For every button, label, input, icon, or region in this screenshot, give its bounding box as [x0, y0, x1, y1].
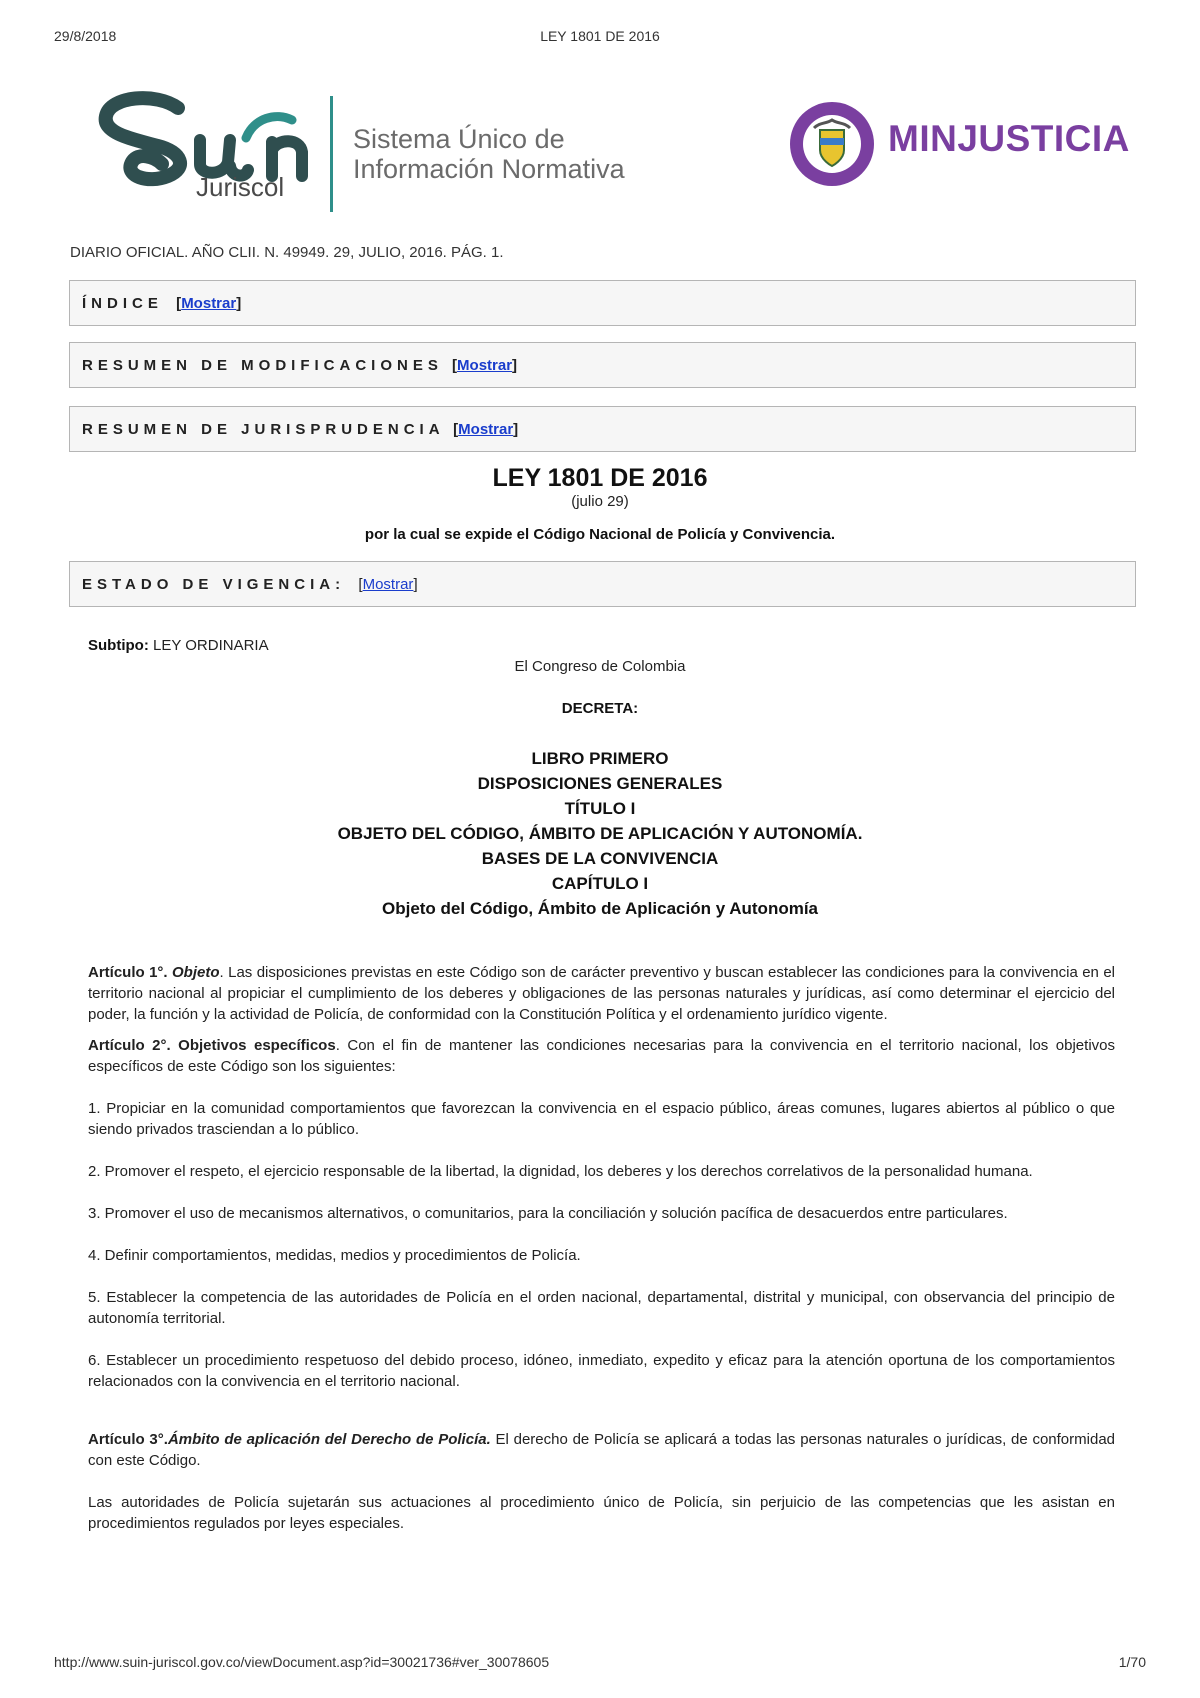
suin-wordmark: Juriscol	[196, 172, 285, 202]
heading-objeto: OBJETO DEL CÓDIGO, ÁMBITO DE APLICACIÓN Y AUTONOMÍA.	[337, 824, 863, 843]
law-description: por la cual se expide el Código Nacional de Policía y Convivencia.	[364, 526, 836, 543]
section-modificaciones-label: RESUMEN DE MODIFICACIONES	[82, 357, 443, 374]
print-url: http://www.suin-juriscol.gov.co/viewDocument.asp?id=30021736#ver_30078605	[54, 1654, 550, 1670]
article-3-title: Ámbito de aplicación del Derecho de Policía.	[167, 1431, 491, 1448]
document-body	[88, 962, 1115, 1534]
article-3-text: El derecho de Policía se aplicará a todas las personas naturales o jurídicas, de conformidad con este Código.	[88, 1431, 1115, 1469]
congreso: El Congreso de Colombia	[514, 658, 686, 675]
section-vigencia: ESTADO DE VIGENCIA: [Mostrar]	[69, 561, 1136, 607]
print-footer	[54, 1654, 1146, 1674]
print-title: LEY 1801 DE 2016	[540, 28, 660, 44]
law-date: (julio 29)	[571, 493, 629, 510]
print-date: 29/8/2018	[54, 28, 117, 44]
section-jurisprudencia-label: RESUMEN DE JURISPRUDENCIA	[82, 421, 444, 438]
decreta: DECRETA:	[561, 700, 639, 717]
article-2-label: Artículo 2°. Objetivos específicos	[88, 1037, 336, 1054]
law-title: LEY 1801 DE 2016	[492, 464, 708, 492]
jurisprudencia-mostrar-link[interactable]: Mostrar	[458, 421, 514, 438]
section-indice-label: ÍNDICE	[82, 295, 163, 312]
print-header	[54, 28, 1146, 48]
heading-capitulo: CAPÍTULO I	[551, 874, 649, 893]
section-vigencia-label: ESTADO DE VIGENCIA:	[82, 576, 346, 593]
heading-titulo: TÍTULO I	[564, 799, 636, 818]
heading-disposiciones: DISPOSICIONES GENERALES	[477, 774, 723, 793]
article-2-item: 3. Promover el uso de mecanismos alternativos, o comunitarios, para la conciliación y solución pacífica de desacuerdos entre particulares.	[88, 1205, 1008, 1222]
subtipo	[88, 637, 269, 654]
subtipo-value: LEY ORDINARIA	[153, 637, 269, 654]
heading-capitulo-title: Objeto del Código, Ámbito de Aplicación y Autonomía	[381, 899, 819, 918]
suin-title-line1: Sistema Único de	[353, 124, 565, 154]
article-2-item: 5. Establecer la competencia de las autoridades de Policía en el orden nacional, departamental, distrital y municipal, con observancia del principio de autonomía territorial.	[88, 1289, 1115, 1327]
article-2-item: 2. Promover el respeto, el ejercicio responsable de la libertad, la dignidad, los deberes y los derechos correlativos de la personalidad humana.	[88, 1163, 1033, 1180]
article-2-item: 6. Establecer un procedimiento respetuoso del debido proceso, idóneo, inmediato, expedito y eficaz para la atención oportuna de los comportamientos relacionados con la convivencia en el territorio nacional.	[88, 1352, 1115, 1390]
indice-mostrar-link[interactable]: Mostrar	[181, 295, 237, 312]
heading-block	[0, 746, 1200, 921]
article-2-item: 1. Propiciar en la comunidad comportamientos que favorezcan la convivencia en el espacio público, áreas comunes, lugares abiertos al público o que siendo privados trasciendan a lo público.	[88, 1100, 1115, 1138]
article-3-label: Artículo 3°.	[88, 1431, 168, 1448]
article-1	[88, 962, 1115, 1025]
print-page-number: 1/70	[1118, 1654, 1146, 1670]
subtipo-label: Subtipo:	[88, 637, 149, 654]
article-2-item: 4. Definir comportamientos, medidas, medios y procedimientos de Policía.	[88, 1247, 581, 1264]
suin-title-line2: Información Normativa	[353, 154, 625, 184]
vigencia-mostrar-link[interactable]: Mostrar	[362, 576, 414, 593]
article-3	[88, 1429, 1115, 1471]
article-3-paragraph: Las autoridades de Policía sujetarán sus actuaciones al procedimiento único de Policía, sin perjuicio de las competencias que les asistan en procedimientos regulados por leyes especiales.	[88, 1494, 1115, 1532]
heading-bases: BASES DE LA CONVIVENCIA	[481, 849, 719, 868]
section-jurisprudencia: RESUMEN DE JURISPRUDENCIA [Mostrar]	[69, 406, 1136, 452]
colombia-seal-icon	[788, 100, 876, 188]
article-1-title: Objeto	[172, 964, 220, 981]
heading-libro: LIBRO PRIMERO	[531, 749, 669, 768]
minjusticia-wordmark: MINJUSTICIA	[888, 118, 1130, 159]
article-2	[88, 1035, 1115, 1077]
diario-oficial: DIARIO OFICIAL. AÑO CLII. N. 49949. 29, JULIO, 2016. PÁG. 1.	[70, 244, 504, 261]
article-1-text: . Las disposiciones previstas en este Código son de carácter preventivo y buscan establecer las condiciones para la convivencia en el territorio nacional al propiciar el cumplimiento de los deberes y obligaciones de las personas naturales y jurídicas, así como determinar el ejercicio del poder, la función y la actividad de Policía, de conformidad con la Constitución Política y el ordenamiento jurídico vigente.	[88, 964, 1115, 1023]
suin-title	[353, 124, 625, 184]
logo-divider	[330, 96, 333, 212]
article-1-label: Artículo 1°.	[88, 964, 168, 981]
article-2-text: . Con el fin de mantener las condiciones necesarias para la convivencia en el territorio nacional, los objetivos específicos de este Código son los siguientes:	[88, 1037, 1115, 1075]
modificaciones-mostrar-link[interactable]: Mostrar	[457, 357, 513, 374]
logo-banner	[96, 90, 1130, 220]
section-indice: ÍNDICE [Mostrar]	[69, 280, 1136, 326]
section-modificaciones: RESUMEN DE MODIFICACIONES [Mostrar]	[69, 342, 1136, 388]
